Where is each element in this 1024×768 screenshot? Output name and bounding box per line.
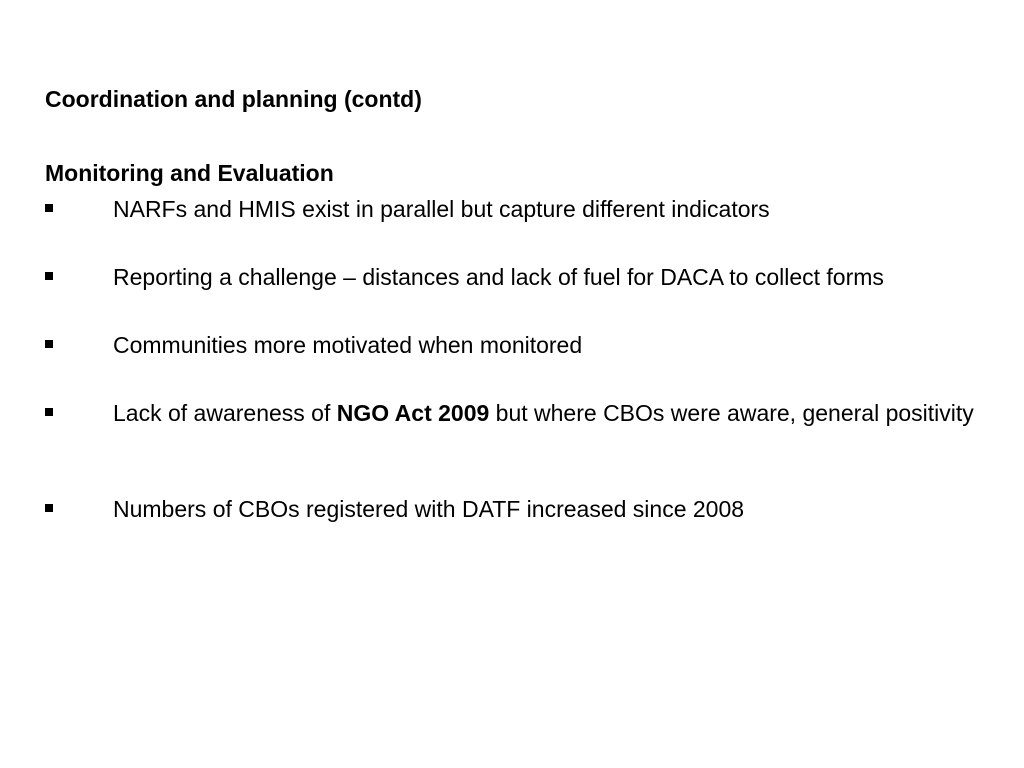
square-bullet-icon — [45, 272, 53, 280]
square-bullet-icon — [45, 408, 53, 416]
square-bullet-icon — [45, 204, 53, 212]
square-bullet-icon — [45, 340, 53, 348]
bullet-text-before: Lack of awareness of — [113, 400, 337, 426]
bullet-text: Communities more motivated when monitored — [113, 332, 583, 358]
bullet-text: Numbers of CBOs registered with DATF increased since 2008 — [113, 496, 745, 522]
section-heading: Monitoring and Evaluation — [45, 160, 334, 186]
bullet-text — [113, 399, 1003, 427]
bullet-text: Reporting a challenge – distances and lack of fuel for DACA to collect forms — [113, 264, 884, 290]
bullet-text-after: but where CBOs were aware, general positivity — [489, 400, 974, 426]
bullet-text: NARFs and HMIS exist in parallel but capture different indicators — [113, 196, 770, 222]
square-bullet-icon — [45, 504, 53, 512]
ngo-act-emphasis: NGO Act 2009 — [336, 400, 490, 426]
slide-title: Coordination and planning (contd) — [45, 86, 422, 112]
